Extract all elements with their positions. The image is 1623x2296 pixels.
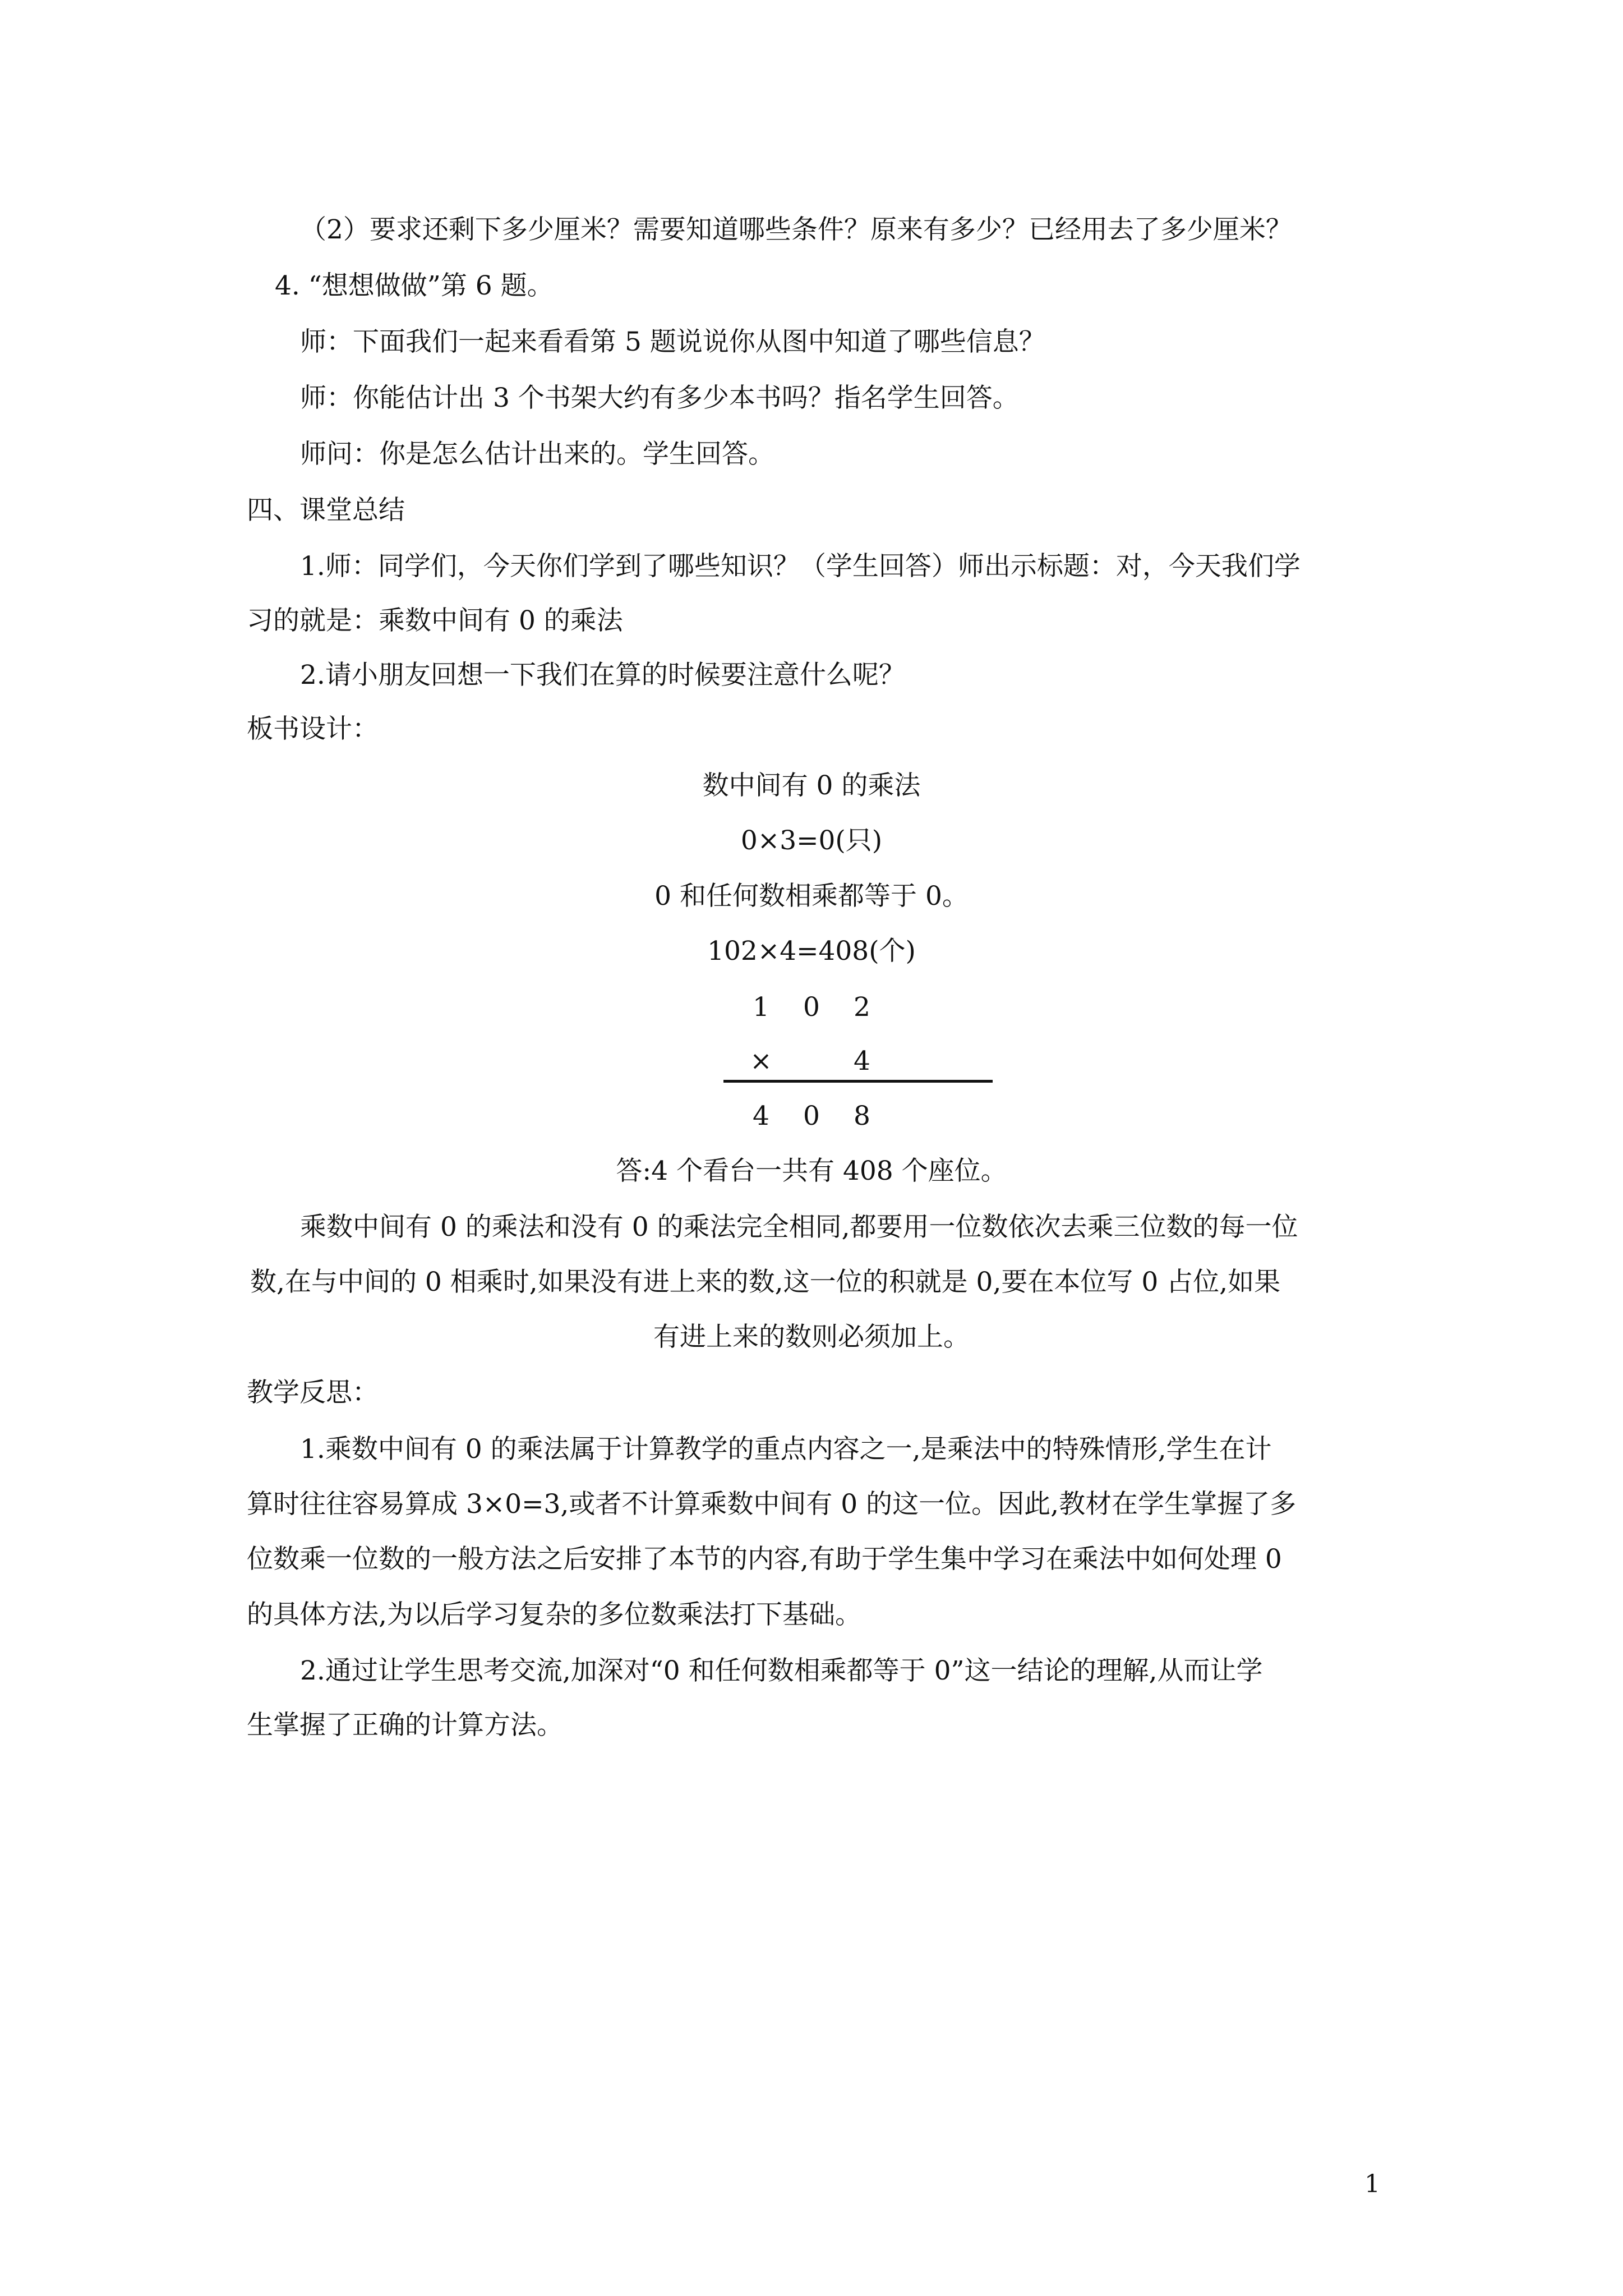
text-line: 2.请小朋友回想一下我们在算的时候要注意什么呢？ [300,660,905,691]
section-heading: 教学反思： [247,1377,379,1408]
digit: 4 [753,1101,769,1131]
text-line: 算时往往容易算成 3×0=3,或者不计算乘数中间有 0 的这一位。因此,教材在学生掌握了多 [247,1489,1297,1520]
digit: 4 [854,1046,870,1076]
calc-divider [723,1080,993,1083]
vertical-calc-row [0,1103,1623,1129]
text-line: 师：下面我们一起来看看第 5 题说说你从图中知道了哪些信息？ [300,326,1045,357]
text-line: 的具体方法,为以后学习复杂的多位数乘法打下基础。 [247,1599,861,1630]
text-line: 有进上来的数则必须加上。 [653,1322,970,1352]
text-line: 乘数中间有 0 的乘法和没有 0 的乘法完全相同,都要用一位数依次去乘三位数的每一位 [300,1212,1298,1243]
board-answer: 答:4 个看台一共有 408 个座位。 [616,1156,1007,1186]
page-number: 1 [1364,2170,1380,2198]
vertical-calc-row [0,992,1623,1023]
vertical-calc-row [0,1048,1623,1074]
text-line: 1.乘数中间有 0 的乘法属于计算教学的重点内容之一,是乘法中的特殊情形,学生在计 [300,1434,1272,1465]
board-equation: 102×4=408(个) [707,936,916,967]
text-line: 位数乘一位数的一般方法之后安排了本节的内容,有助于学生集中学习在乘法中如何处理 0 [247,1544,1282,1575]
board-rule: 0 和任何数相乘都等于 0。 [654,881,969,912]
text-line: 师问：你是怎么估计出来的。学生回答。 [300,439,774,470]
board-equation: 0×3=0(只) [740,825,883,856]
text-line: 习的就是：乘数中间有 0 的乘法 [247,605,623,636]
digit: 0 [803,1101,820,1131]
text-line: 4. “想想做做”第 6 题。 [275,270,554,301]
digit: 2 [854,992,870,1023]
text-line: 生掌握了正确的计算方法。 [247,1710,563,1741]
text-line: 师：你能估计出 3 个书架大约有多少本书吗？指名学生回答。 [300,383,1019,413]
section-heading: 四、课堂总结 [247,495,405,526]
section-heading: 板书设计： [247,714,379,744]
text-line: 2.通过让学生思考交流,加深对“0 和任何数相乘都等于 0”这一结论的理解,从而让学 [300,1655,1263,1686]
text-line: 数,在与中间的 0 相乘时,如果没有进上来的数,这一位的积就是 0,要在本位写 0 占位,如果 [250,1267,1281,1297]
text-line: （2）要求还剩下多少厘米？需要知道哪些条件？原来有多少？已经用去了多少厘米？ [300,214,1292,245]
times-sign: × [750,1046,772,1076]
digit: 0 [803,992,820,1023]
digit: 1 [753,992,769,1023]
board-title: 数中间有 0 的乘法 [702,770,921,801]
digit: 8 [854,1101,870,1131]
text-line: 1.师：同学们，今天你们学到了哪些知识？（学生回答）师出示标题：对，今天我们学 [300,551,1301,582]
